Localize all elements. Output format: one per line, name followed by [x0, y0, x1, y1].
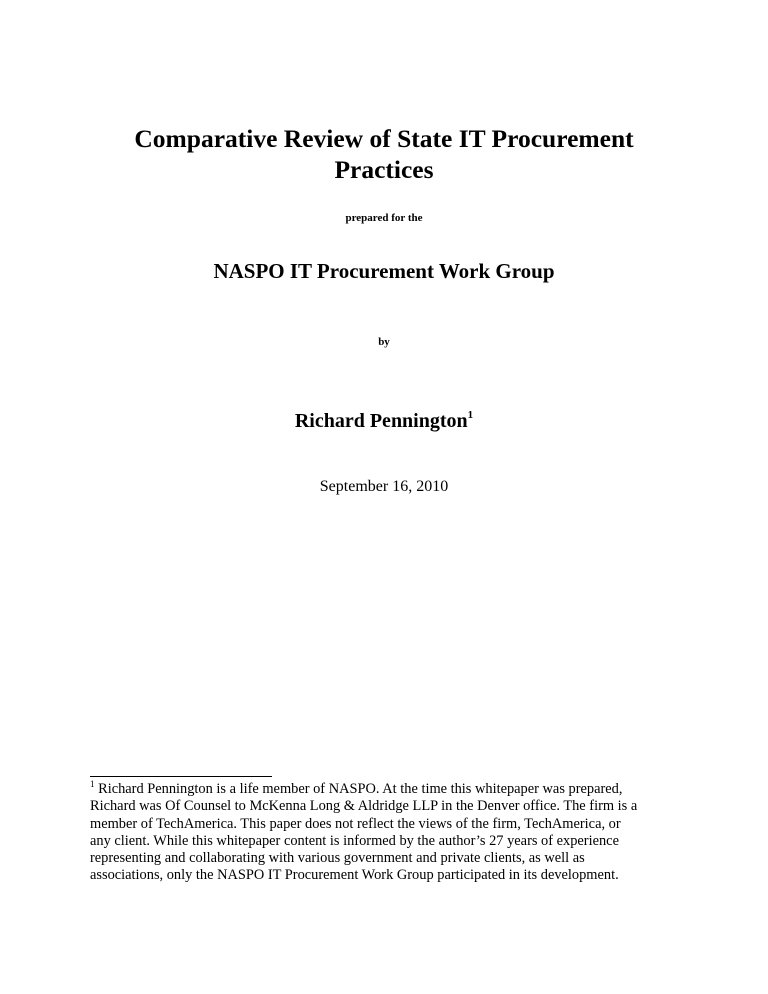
footnote-line — [90, 781, 700, 798]
footnote — [90, 781, 700, 885]
footnote-line: Richard was Of Counsel to McKenna Long & Aldridge LLP in the Denver office. The firm is a — [90, 798, 638, 815]
footnote-line-text: Richard Pennington is a life member of NASPO. At the time this whitepaper was prepared, — [94, 781, 623, 797]
prepared-for-label: prepared for the — [345, 212, 423, 224]
footnote-separator — [90, 776, 272, 777]
footnote-line: any client. While this whitepaper content is informed by the author’s 27 years of experience — [90, 832, 619, 849]
footnote-line: member of TechAmerica. This paper does not reflect the views of the firm, TechAmerica, or — [90, 815, 621, 832]
by-label: by — [378, 336, 390, 348]
document-date: September 16, 2010 — [319, 478, 449, 495]
author-name-text: Richard Pennington — [294, 410, 468, 432]
footnote-marker: 1 — [90, 779, 95, 789]
organization-name: NASPO IT Procurement Work Group — [213, 259, 555, 283]
footnote-reference[interactable]: 1 — [467, 409, 474, 421]
title-line-1: Comparative Review of State IT Procurement — [134, 124, 634, 153]
footnote-line: associations, only the NASPO IT Procurement Work Group participated in its development. — [90, 867, 619, 884]
title-line-2: Practices — [334, 155, 434, 184]
document-title — [0, 123, 768, 185]
author-name — [0, 408, 768, 434]
footnote-line: representing and collaborating with various government and private clients, as well as — [90, 850, 585, 867]
